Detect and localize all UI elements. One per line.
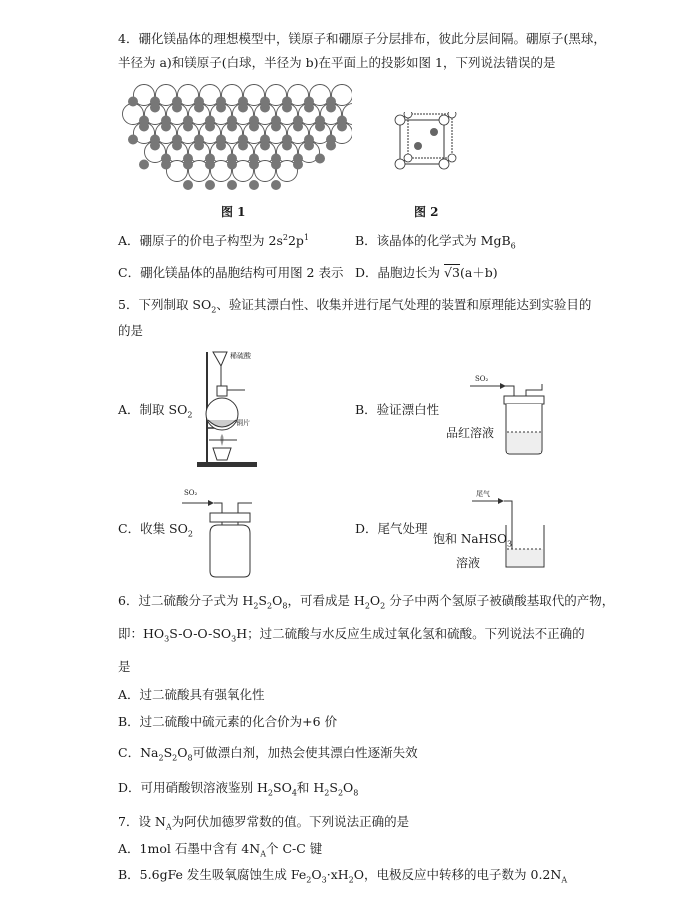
figure-2-caption: 图 2 (414, 205, 439, 219)
q6-option-c: C．$Na_2S_2O_8$可做漂白剂，加热会使其漂白性逐渐失效 (118, 745, 418, 763)
b-atom (238, 103, 248, 113)
q5-option-d: D．尾气处理 (355, 521, 428, 536)
b-atom (271, 180, 281, 190)
b-atom (128, 97, 138, 107)
q4-option-b: B．该晶体的化学式为 MgB$_6$ (355, 233, 516, 251)
b-atom (128, 135, 138, 145)
b-atom (194, 141, 204, 151)
q6-option-a: A．过二硫酸具有强氧化性 (118, 687, 265, 702)
q4-option-a: A．硼原子的价电子构型为 $2s^22p^1$ (118, 232, 310, 248)
b-atom (304, 97, 314, 107)
b-atom (260, 135, 270, 145)
b-atom (249, 180, 259, 190)
b-atom (337, 122, 347, 132)
label-dilute-sulfuric-acid: 稀硫酸 (230, 352, 251, 360)
b-atom (238, 141, 248, 151)
q5-stem-line2: 的是 (118, 323, 144, 338)
label-so2-b: SO₂ (475, 375, 489, 383)
q5-option-a: A．制取 $SO_2$ (118, 402, 193, 420)
b-atom (227, 180, 237, 190)
b-atom (293, 122, 303, 132)
b-atom (271, 116, 281, 126)
b-atom (139, 160, 149, 170)
b-atom (150, 103, 160, 113)
apparatus-b-bleaching-test (470, 380, 560, 455)
sqrt-expression: √3 (444, 265, 460, 280)
b-atom (205, 154, 215, 164)
b-atom (260, 97, 270, 107)
q6-option-b: B．过二硫酸中硫元素的化合价为+6 价 (118, 714, 338, 729)
q6-option-d: D．可用硝酸钡溶液鉴别 $H_2SO_4$和 $H_2S_2O_8$ (118, 780, 359, 798)
q6-stem-line3: 是 (118, 659, 131, 674)
figure-1-caption: 图 1 (221, 205, 246, 219)
b-atom (161, 122, 171, 132)
b-atom (282, 103, 292, 113)
b-atom (315, 154, 325, 164)
b-atom (205, 180, 215, 190)
b-atom (326, 103, 336, 113)
q5-stem-line1: 5．下列制取 $SO_2$、验证其漂白性、收集并进行尾气处理的装置和原理能达到实验目的 (118, 297, 592, 315)
label-so2-c: SO₂ (184, 489, 198, 497)
b-atom (315, 116, 325, 126)
q5-option-b: B．验证漂白性 (355, 402, 440, 417)
q6-stem-line1: 6．过二硫酸分子式为 $H_2S_2O_8$，可看成是 $H_2O_2$ 分子中两个氢原子被磺酸基取代的产物， (118, 593, 615, 611)
label-magenta-solution: 品红溶液 (446, 426, 495, 440)
b-atom (271, 160, 281, 170)
label-copper-sheet: 铜片 (236, 419, 250, 427)
b-atom (326, 141, 336, 151)
label-exhaust-gas: 尾气 (476, 490, 490, 498)
b-atom (282, 141, 292, 151)
b-atom (183, 160, 193, 170)
label-solution: 溶液 (456, 556, 481, 570)
apparatus-a-generation (193, 348, 263, 473)
b-atom (227, 160, 237, 170)
b-atom (172, 97, 182, 107)
b-atom (161, 154, 171, 164)
b-atom (172, 135, 182, 145)
q4-stem-line2: 半径为 a)和镁原子(白球，半径为 b)在平面上的投影如图 1，下列说法错误的是 (118, 55, 556, 70)
figure-2-unit-cell (388, 112, 458, 172)
label-saturated-nahso3: 饱和 NaHSO$_3$ (433, 532, 513, 549)
b-atom (150, 141, 160, 151)
b-atom (304, 135, 314, 145)
q6-stem-line2: 即：$HO_3S-O-O-SO_3H$；过二硫酸与水反应生成过氧化氢和硫酸。下列说法不正确的 (118, 626, 585, 644)
q4-stem-line1: 4．硼化镁晶体的理想模型中，镁原子和硼原子分层排布，彼此分层间隔。硼原子(黑球， (118, 31, 606, 46)
q7-option-b: B．5.6gFe 发生吸氧腐蚀生成 $Fe_2O_3\cdot xH_2O$，电极反应中转移的电子数为 $0.2N_A$ (118, 867, 568, 885)
b-atom (216, 135, 226, 145)
b-atom (194, 103, 204, 113)
b-atom (227, 116, 237, 126)
q4-option-d: D．晶胞边长为 √3(a＋b) (355, 265, 498, 280)
b-atom (249, 154, 259, 164)
b-atom (216, 97, 226, 107)
b-atom (183, 180, 193, 190)
b-atom (183, 116, 193, 126)
apparatus-c-gas-collection (180, 495, 270, 585)
b-atom (249, 122, 259, 132)
b-atom (293, 154, 303, 164)
q5-option-c: C．收集 $SO_2$ (118, 521, 193, 539)
q7-stem: 7．设 $N_A$为阿伏加德罗常数的值。下列说法正确的是 (118, 814, 410, 832)
b-atom (205, 122, 215, 132)
figure-1-crystal-projection (122, 83, 352, 203)
b-atom (139, 116, 149, 126)
q4-option-c: C．硼化镁晶体的晶胞结构可用图 2 表示 (118, 265, 344, 280)
q7-option-a: A．1mol 石墨中含有 $4N_A$个 C-C 键 (118, 841, 323, 859)
